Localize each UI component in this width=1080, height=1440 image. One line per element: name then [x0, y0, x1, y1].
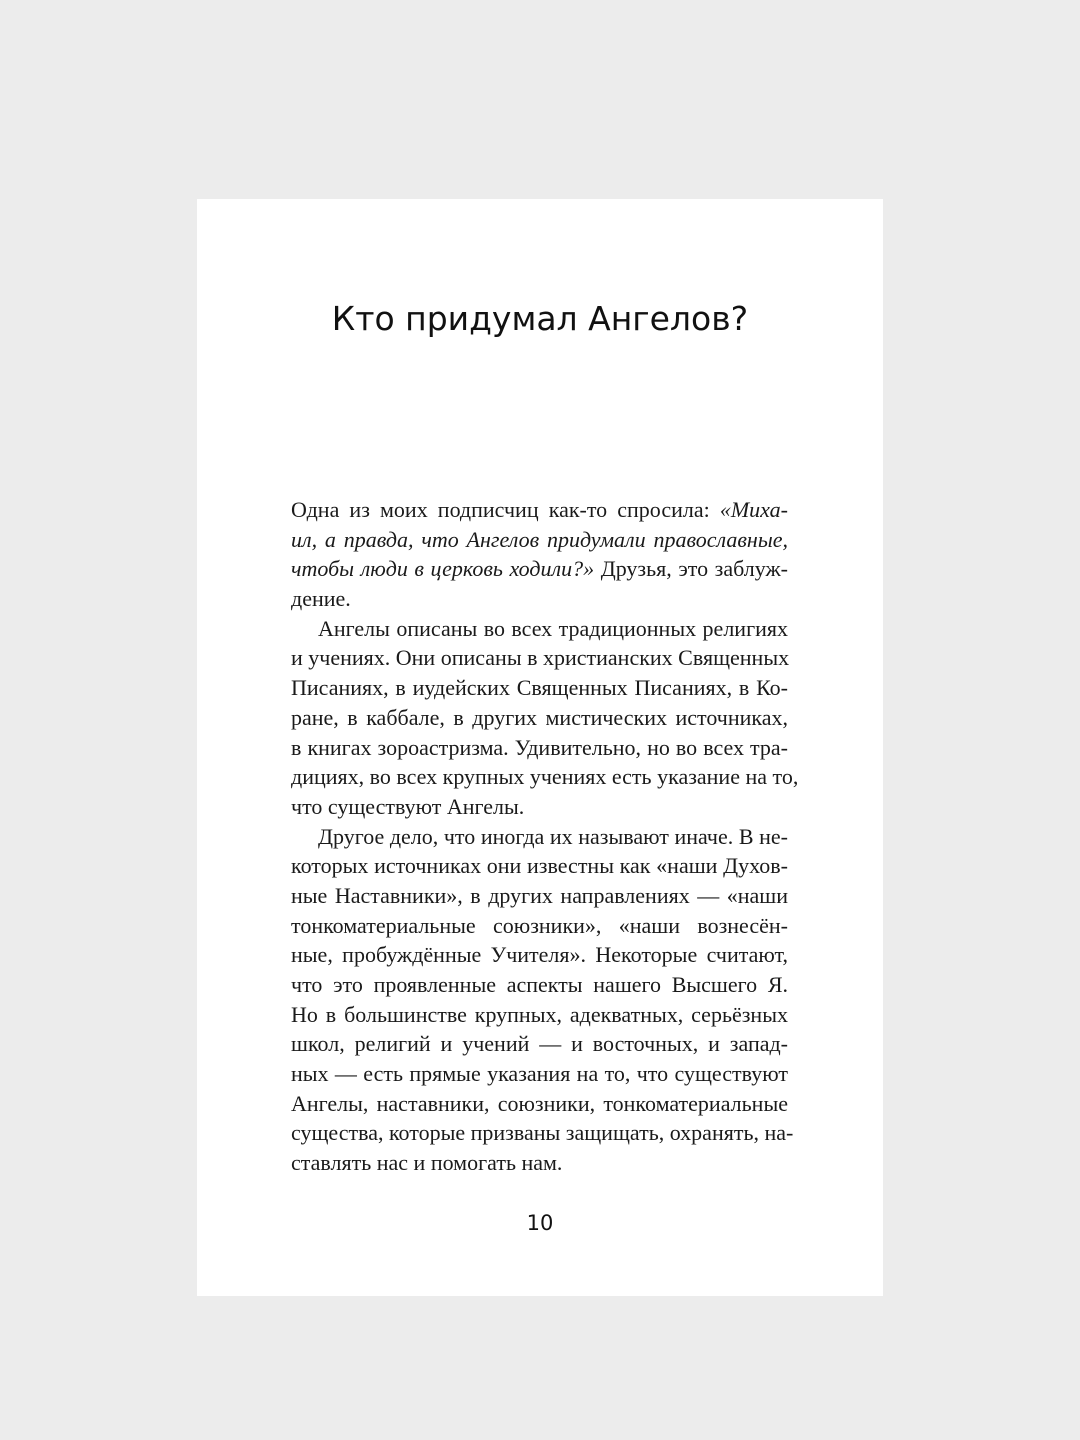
text-line [291, 881, 788, 911]
text-segment: ставлять нас и помогать нам. [291, 1150, 563, 1176]
text-line [291, 673, 788, 703]
chapter-title: Кто придумал Ангелов? [331, 299, 749, 338]
paragraph [291, 822, 794, 1178]
text-line [291, 643, 788, 673]
text-line [291, 554, 788, 584]
text-line [291, 911, 788, 941]
text-line [291, 703, 788, 733]
text-segment: Писаниях, в иудейских Священных Писаниях, в Ко- [291, 675, 788, 701]
text-segment: Ангелы описаны во всех традиционных религиях [318, 615, 788, 641]
text-segment: Но в большинстве крупных, адекватных, серьёзных [291, 1001, 788, 1027]
page-number: 10 [526, 1211, 554, 1235]
text-segment: ные Наставники», в других направлениях — «наши [291, 882, 788, 908]
text-line [291, 851, 788, 881]
text-segment: существа, которые призваны защищать, охранять, на- [291, 1120, 794, 1146]
text-segment: школ, религий и учений — и восточных, и запад- [291, 1031, 788, 1057]
text-line [291, 940, 788, 970]
text-line [291, 495, 788, 525]
body-text [291, 495, 799, 1178]
text-line [291, 1029, 788, 1059]
paragraph [291, 495, 788, 614]
text-line [291, 584, 788, 614]
text-line [291, 1059, 788, 1089]
text-line [291, 1000, 788, 1030]
text-line [291, 792, 788, 822]
text-segment: дение. [291, 586, 351, 612]
text-line [291, 762, 799, 792]
text-segment: что это проявленные аспекты нашего Высшего Я. [291, 972, 788, 997]
text-line [291, 1089, 788, 1119]
text-line [291, 525, 788, 555]
text-segment: которых источниках они известны как «наши Духов- [291, 853, 788, 879]
italic-quote-text: ил, а правда, что Ангелов придумали православные, [291, 526, 788, 552]
text-line [291, 970, 788, 1000]
text-segment: и учениях. Они описаны в христианских Священных [291, 645, 790, 671]
text-segment: что существуют Ангелы. [291, 793, 525, 819]
italic-quote-text: чтобы люди в церковь ходили?» [291, 556, 595, 582]
text-segment: Друзья, это заблуж- [594, 556, 788, 582]
text-segment: Одна из моих подписчиц как-то спросила: [291, 497, 720, 522]
text-segment: в книгах зороастризма. Удивительно, но во всех тра- [291, 734, 788, 760]
book-page [197, 199, 883, 1296]
text-line [291, 822, 788, 852]
text-segment: Другое дело, что иногда их называют иначе. В не- [318, 823, 788, 849]
text-line [291, 614, 788, 644]
text-line [291, 1148, 788, 1178]
text-segment: ных — есть прямые указания на то, что существуют [291, 1061, 788, 1087]
text-segment: ные, пробуждённые Учителя». Некоторые считают, [291, 942, 788, 968]
italic-quote-text: «Миха- [719, 497, 788, 522]
text-segment: Ангелы, наставники, союзники, тонкоматериальные [291, 1090, 788, 1116]
paragraph [291, 614, 799, 822]
text-line [291, 1118, 794, 1148]
text-line [291, 733, 788, 763]
text-segment: дициях, во всех крупных учениях есть указание на то, [291, 764, 799, 790]
text-segment: тонкоматериальные союзники», «наши вознесён- [291, 912, 788, 938]
text-segment: ране, в каббале, в других мистических источниках, [291, 704, 788, 730]
